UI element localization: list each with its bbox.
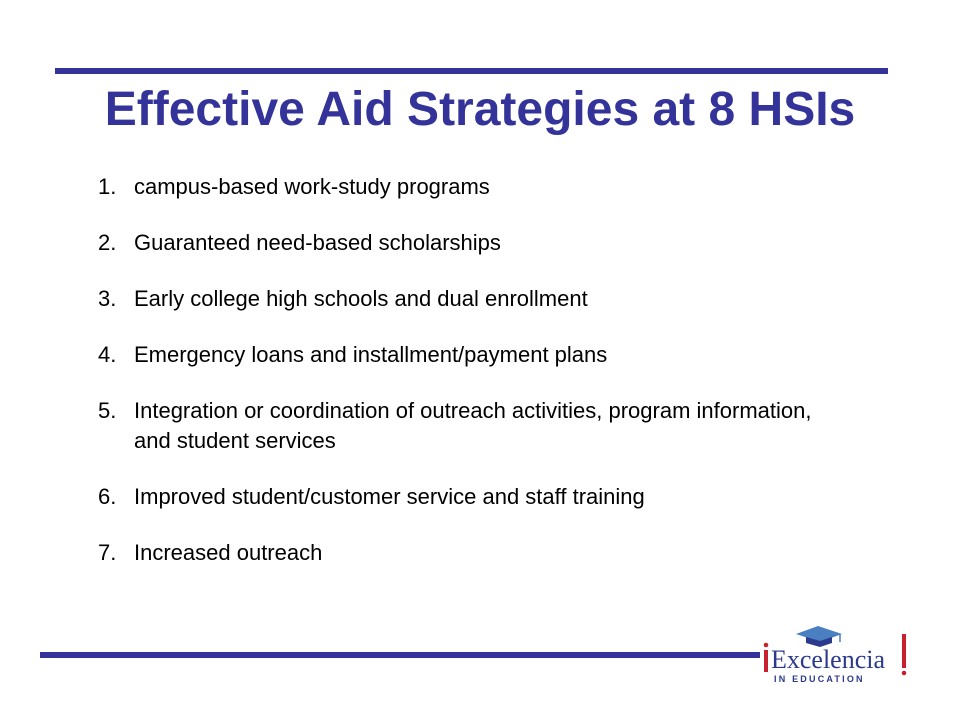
list-item [98,284,838,314]
list-item-number: 5. [98,398,117,423]
graduation-cap-icon [796,626,842,647]
list-item-text: campus-based work-study programs [134,174,490,199]
list-item-number: 1. [98,174,117,199]
top-divider [55,68,888,74]
list-item [98,228,838,258]
exclamation-mark [902,634,907,675]
logo-tagline: IN EDUCATION [774,674,865,684]
slide-title: Effective Aid Strategies at 8 HSIs [104,83,856,136]
list-item [98,396,838,456]
list-item-text: Improved student/customer service and staff training [134,484,645,509]
list-item [98,172,838,202]
list-item-text: Integration or coordination of outreach activities, program information, and student services [134,398,812,453]
list-item-number: 4. [98,342,117,367]
list-item-text: Guaranteed need-based scholarships [134,230,501,255]
logo-name: Excelencia [771,645,886,674]
list-item-number: 7. [98,540,117,565]
bottom-divider [40,652,760,658]
list-item-text: Emergency loans and installment/payment plans [134,342,608,367]
list-item-number: 2. [98,230,117,255]
list-item-number: 6. [98,484,117,509]
inverted-exclamation-mark [764,643,769,672]
list-item-text: Early college high schools and dual enrollment [134,286,588,311]
list-item-text: Increased outreach [134,540,323,565]
strategy-list [98,172,838,568]
list-item-number: 3. [98,286,117,311]
list-item [98,340,838,370]
excelencia-logo [762,624,910,686]
list-item [98,482,838,512]
list-item [98,538,838,568]
